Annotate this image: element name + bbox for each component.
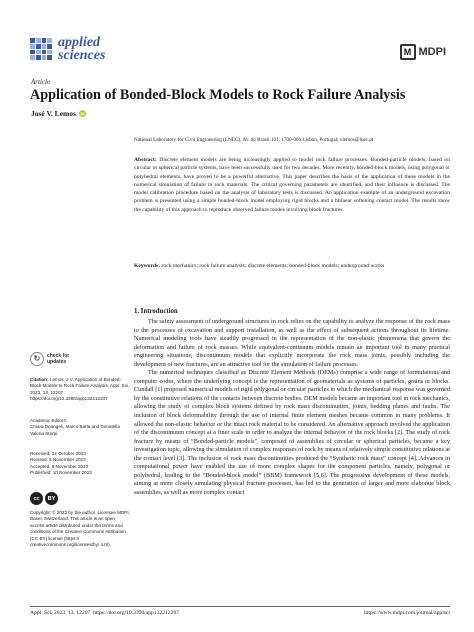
footer-journal-link[interactable]: https://www.mdpi.com/journal/applsci [363, 610, 450, 616]
academic-editors [30, 418, 130, 437]
section-heading: 1. Introduction [134, 308, 178, 315]
published-date: Published: 10 November 2023 [30, 470, 92, 476]
editors-label: Academic Editors: [30, 418, 68, 423]
body-text [134, 318, 450, 497]
orcid-icon[interactable]: iD [80, 111, 85, 116]
journal-name-line2: sciences [58, 48, 106, 63]
footer-citation: Appl. Sci. 2023, 13, 12207. https://doi.org/10.3390/app132212207 [30, 610, 180, 616]
check-line2: updates [47, 359, 67, 365]
cc-icon: cc [30, 492, 43, 505]
affiliation: National Laboratory for Civil Engineering (LNEC), Av. do Brasil 101, 1700-066 Lisbon, Portugal; vlemos@lnec.pt [134, 137, 374, 143]
mdpi-icon: M [400, 44, 416, 60]
citation-text: Lemos, J.V. Application of Bonded-Block Models to Rock Failure Analysis. Appl. Sci. 2023, 13, 12207. https://doi.org/10.3390/app132212207 [30, 377, 130, 402]
journal-logo-icon [30, 38, 52, 60]
keywords [134, 262, 450, 270]
refresh-icon: ↻ [30, 352, 44, 366]
author-line [31, 109, 86, 118]
cc-license-badge[interactable] [30, 492, 58, 505]
keywords-label: Keywords: [134, 263, 161, 269]
citation-label: Citation: [30, 377, 49, 382]
received-date: Received: 22 October 2023 [30, 451, 86, 456]
abstract-text: Discrete element models are being increasingly applied to model rock failure processes. Bonded-particle models, based on circular or spherical particle systems, have been successfully used for two decades. More recently, bonded-block models, using polygonal or polyhedral elements, have proven to be a powerful alternative. This paper describes the basis of the application of these models in the numerical simulation of failure in rock materials. The critical governing parameters are identified, and their influence is discussed. The model calibration procedure based on the analysis of laboratory tests is discussed. An application example of an underground excavation problem is presented using a simple bonded-block model employing rigid blocks and a bilinear softening contact model. The results show the capability of this approach to reproduce observed failure modes involving block fractures. [134, 157, 450, 213]
publisher-name: MDPI [418, 46, 446, 58]
keywords-text: rock mechanics; rock failure analysis; discrete elements; bonded-block models; underground works [161, 263, 385, 269]
copyright [30, 510, 130, 548]
article-type: Article [31, 78, 51, 86]
copyright-text: Copyright: © 2023 by the author. Licensee MDPI, Basel, Switzerland. This article is an open access article distributed under the terms and conditions of the Creative Commons Attribution (CC BY) license (https:// creativecommons.org/licenses/by/ 4.0/). [30, 510, 130, 548]
paper-title: Application of Bonded-Block Models to Rock Failure Analysis [30, 87, 406, 103]
editors-names: Chiara Deangeli, Marco Barla and Donatella Valeria Sterpi [30, 424, 120, 436]
revised-date: Revised: 5 November 2023 [30, 457, 86, 463]
paragraph-1: The safety assessment of underground structures in rock relies on the capability to analyze the response of the rock mass to the processes of excavation and support installation, as well as the effect of subsequent actions throughout its lifetime. Numerical modeling tools have steadily progressed in the representation of the non-elastic phenomena that govern the deformation and failure of rock masses. While equivalent-continuum models remain an important tool in many practical engineering situations, discontinuum models that explicitly incorporate the rock mass joints, possibly including the development of new fractures, are an attractive tool for the simulation of failure processes. [134, 318, 450, 368]
abstract-label: Abstract: [134, 157, 157, 163]
check-for-updates-button[interactable] [30, 352, 69, 366]
author-name: José V. Lemos [31, 109, 76, 118]
by-icon: BY [45, 492, 58, 505]
check-line1: check for [47, 353, 70, 359]
journal-name-line1: applied [58, 35, 100, 50]
journal-logo [30, 36, 105, 62]
accepted-date: Accepted: 8 November 2023 [30, 463, 89, 469]
abstract [134, 156, 450, 214]
publisher-logo [400, 44, 447, 60]
dates [30, 451, 130, 477]
footer-divider [30, 606, 450, 607]
paragraph-2: The numerical techniques classified as Discrete Element Methods (DEMs) comprise a wide range of formulations and computer codes, where the underlying concept is the representation of geomaterials as systems of particles, grains or blocks. Cundall [1] proposed numerical models of rigid polygonal or circular particles in which the mechanical response was governed by the constitutive relations of the contacts between discrete bodies. DEM models became an important tool in rock mechanics, allowing the study of complex block systems defined by rock mass discontinuities, joints, bedding planes and faults. The inclusion of block deformability through the use of internal finite element meshes became common in many problems. It allowed the non-elastic behavior or the intact rock material to be considered. An alternative approach involved the application of the discontinuum concept at a finer scale in order to analyze the internal behavior of the rock blocks [2]. The study of rock fracture by means of “Bonded-particle models”, composed of assemblies of circular or spherical particles, became a key investigation topic, allowing the simulation of complex responses of rock by means of relatively simple constitutive relations at the contact level [3]. The inclusion of rock mass discontinuities produced the “Synthetic rock mass” concept [4]. Advances in computational power have enabled the use of more complex shapes for the component particles, namely, polygonal or polyhedral, leading to the “Bonded-block model” (BBM) framework [5,6]. The progressive development of these models, aiming at more closely simulating physical fracture processes, has led to the generation of larger and more elaborate block assemblies, as well as more complex contact [134, 369, 450, 496]
citation [30, 377, 130, 403]
